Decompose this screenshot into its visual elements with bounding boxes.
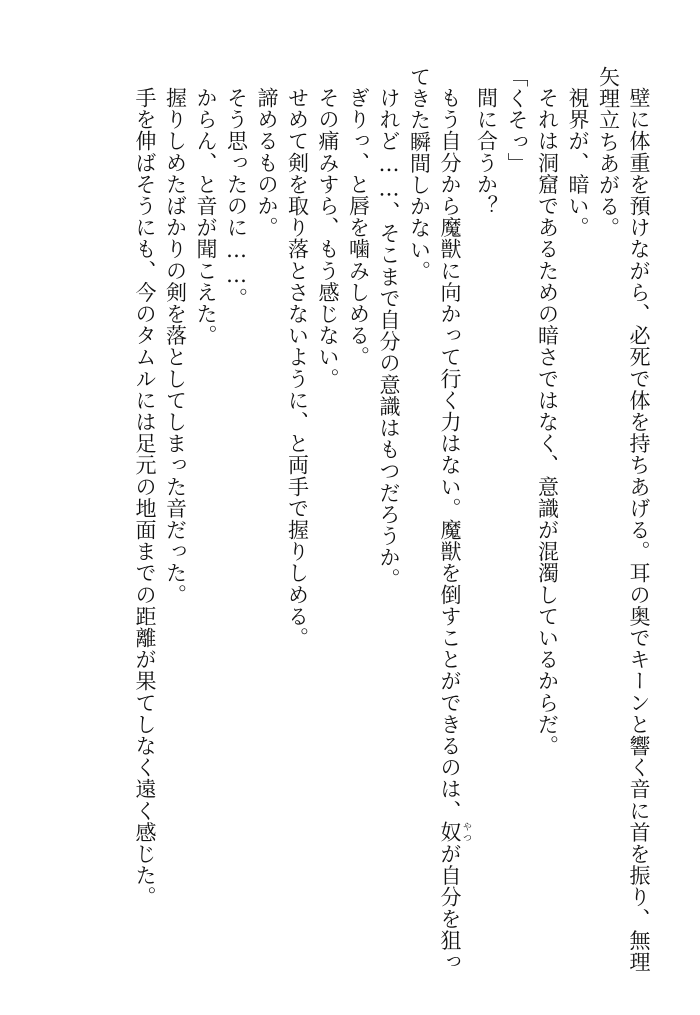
text-line: 諦めるものか。 [255, 87, 279, 239]
ruby-reading: やつ [461, 821, 471, 843]
text-line: けれど……、そこまで自分の意識はもつだろうか。 [377, 87, 401, 590]
text-line: 間に合うか？ [474, 87, 499, 217]
dialogue-line: 「くそっ」 [505, 66, 529, 174]
ruby-base: 奴 [438, 821, 462, 844]
text-line: そう思ったのに……。 [224, 87, 249, 309]
text-line: からん、と音が聞こえた。 [194, 87, 218, 347]
text-segment: が自分を狙っ [438, 843, 462, 973]
text-line: せめて剣を取り落とさないように、と両手で握りしめる。 [285, 87, 310, 649]
text-line: その痛みすら、もう感じない。 [316, 87, 340, 390]
text-line: てきた瞬間しかない。 [407, 66, 432, 282]
text-line: 視界が、暗い。 [566, 87, 590, 239]
ruby-annotation [438, 821, 471, 844]
text-line: ぎりっ、と唇を噛みしめる。 [346, 87, 371, 368]
text-line: 手を伸ばそうにも、今のタムルには足元の地面までの距離が果てしなく遠く感じた。 [133, 87, 157, 908]
vertical-text-body [34, 66, 654, 973]
text-segment: もう自分から魔獣に向かって行く力はない。魔獣を倒すことができるのは、 [438, 87, 462, 822]
text-line: それは洞窟であるための暗さではなく、意識が混濁しているからだ。 [535, 87, 560, 757]
text-line-with-ruby [435, 66, 472, 973]
text-line: 矢理立ちあがる。 [596, 66, 621, 239]
text-line: 壁に体重を預けながら、必死で体を持ちあげる。耳の奥でキーンと響く音に首を振り、無理 [627, 87, 651, 973]
text-line: 握りしめたばかりの剣を落としてしまった音だった。 [163, 87, 188, 606]
